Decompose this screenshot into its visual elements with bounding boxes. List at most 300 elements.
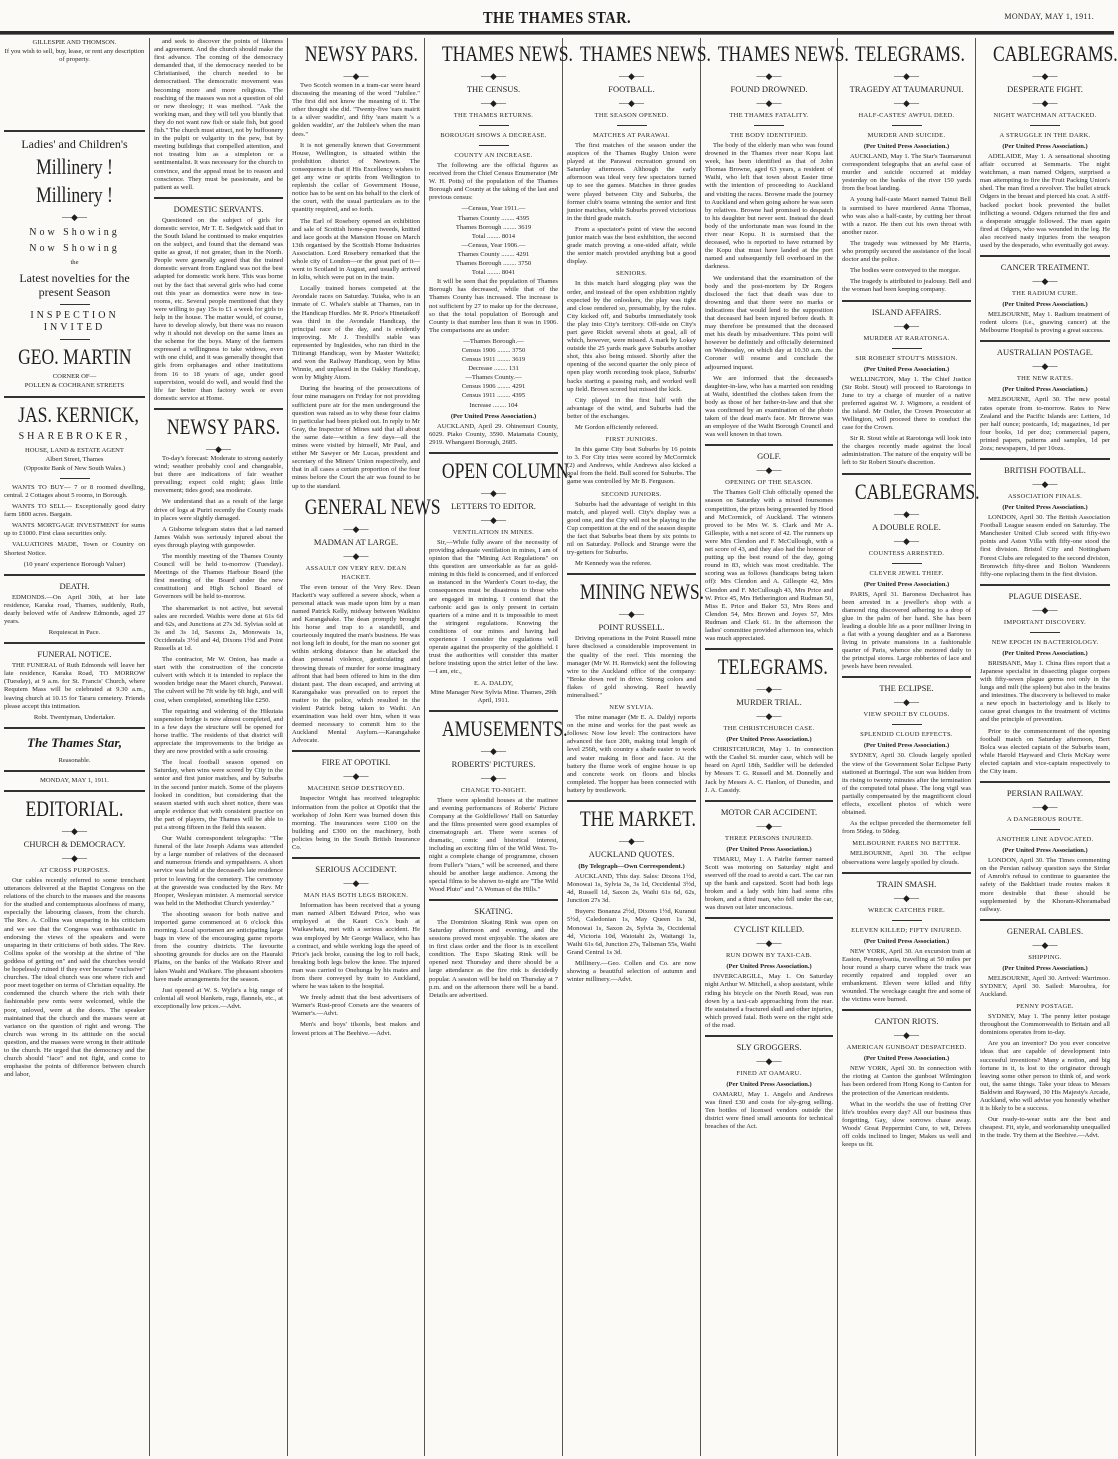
subheadline: THE BODY IDENTIFIED. xyxy=(730,132,808,139)
ornament-divider: —◆— xyxy=(619,71,644,81)
subheadline: OPENING OF THE SEASON. xyxy=(725,479,813,487)
paragraph: WANTS TO BUY— 7 or 8 roomed dwelling, central. 2 Cottages about 5 rooms, in Borough. xyxy=(4,483,145,499)
paragraph: Mr Gordon efficiently refereed. xyxy=(575,424,659,431)
paragraph: We freely admit that the best advertisers of Warner's Rust-proof Corsets are the wearers of Warner's.—Advt. xyxy=(292,994,420,1018)
centered-line: Census 1911 ........ 3619 xyxy=(461,356,526,364)
headline: TRAGEDY AT TAUMARUNUI. xyxy=(849,84,964,94)
subheadline: NIGHT WATCHMAN ATTACKED. xyxy=(993,112,1097,119)
ornament-divider: —◆— xyxy=(756,98,782,108)
subheadline: VIEW SPOILT BY CLOUDS. xyxy=(863,711,950,719)
divider-rule xyxy=(60,478,90,479)
centered-line: Thames County ........ 4291 xyxy=(457,250,530,258)
subheadline: MATCHES AT PARAWAI. xyxy=(593,132,670,139)
centered-line: Decrease ........ 131 xyxy=(468,365,519,373)
subheadline: A STRUGGLE IN THE DARK. xyxy=(999,132,1091,139)
centered-line: Total ........ 8041 xyxy=(471,269,516,277)
divider-rule xyxy=(705,648,833,650)
column-2 xyxy=(150,38,288,1456)
divider-rule xyxy=(754,125,784,126)
divider-rule xyxy=(980,255,1110,257)
paragraph: The sharemarket is not active, but several sales are recorded. Waihis were done at 61s 6d and 62s, and Junctions at 27s 3d. Sylvias sold at 3s and 3s 1d, Saxons 2s, Monowais 1s, Occidentals 3½d and 4d, Dixons 1½d and Point Russells at 1d. xyxy=(154,604,283,652)
press-source: (Per United Press Association.) xyxy=(1002,964,1088,972)
masthead xyxy=(0,0,1114,36)
subheadline: NEW SYLVIA. xyxy=(609,704,654,712)
masthead-rule xyxy=(0,31,1114,35)
section-heading: Millinery ! xyxy=(36,154,113,180)
section-heading: GENERAL NEWS xyxy=(304,493,441,519)
divider-rule xyxy=(980,919,1110,921)
subheadline: MAN HAS BOTH LEGS BROKEN. xyxy=(303,892,409,900)
column-8 xyxy=(976,38,1118,1456)
paragraph: The repairing and widening of the Hikutaia suspension bridge is now almost completed, and in a few days the structure will be opened for horse traffic. The residents of that district will appreciate the improvements to the bridge as they are now provided with a safe crossing. xyxy=(154,707,283,756)
ornament-divider: —◆— xyxy=(619,98,644,108)
divider-rule xyxy=(842,473,971,475)
centered-line: —Thames Borough.— xyxy=(463,337,524,345)
headline: DESPERATE FIGHT. xyxy=(1007,84,1083,94)
divider-rule xyxy=(1030,125,1060,126)
centered-line: —Census, Year 1911.— xyxy=(461,205,526,213)
ornament-divider: —◆— xyxy=(481,487,506,498)
headline: AUSTRALIAN POSTAGE. xyxy=(996,347,1094,358)
ornament-divider: —◆— xyxy=(894,1030,919,1041)
subheadline: CHANGE TO-NIGHT. xyxy=(460,786,527,794)
headline: LETTERS TO EDITOR. xyxy=(451,500,536,511)
ornament-divider: —◆— xyxy=(756,71,782,81)
paragraph: Prior to the commencement of the opening football match on Saturday afternoon, Bert Bolca was elected captain of the Suburbs team, while Harold Hayward and Chris McKay were elected captain and vice-captain respectively to the City team. xyxy=(980,727,1110,776)
paragraph: Our cables recently referred to some trenchant utterances delivered at the Baptist Congress on the relations of the church to the masses and the reasons for the studied and contemptuous aloofness of many, especially the labouring classes, from the church. The Rev. A. Collins was unsparing in his criticism and we see that the Congress was enthusiastic in endorsing the views of the speakers and were unsparing in their criticisms of both sides. The Rev. Collins spoke of the worship at the shrine of "the goddess of getting on" and said the churches would be hopelessly ruined if they ever became "exclusive" churches. The ideal church was one where rich and poor meet together on terms of Christian equality. He condemned the church where the rich with their fashionable pew rents were welcomed, while the poor, unloved, were at the doors. The speaker maintained that the church and the masses were at variance on the question of right and wrong. The church was wrong in its attitude on the social question, and the masses were wrong in their attitude to the church. He urged that the democracy and the church should "face" and not fight, and come to emphasise the points of difference between church and labor, xyxy=(4,877,145,1079)
paragraph: The shooting season for both native and imported game commenced at 6 o'clock this morning. Local sportsmen are anticipating large bags in view of the encouraging game reports from the country districts. The favourite shooting grounds for ducks are on the Hauraki Plains, on the banks of the Waikato River and lakes Waahi and Waikare. The pheasant shooters have made arrangements for the season. xyxy=(154,910,283,983)
divider-rule xyxy=(705,1035,833,1037)
press-source: (Per United Press Association.) xyxy=(863,742,950,750)
subheadline: SPLENDID CLOUD EFFECTS. xyxy=(860,731,953,739)
divider-rule xyxy=(567,800,696,802)
subheadline: SIR ROBERT STOUT'S MISSION. xyxy=(855,354,958,362)
ornament-divider: —◆— xyxy=(894,535,919,546)
divider-rule xyxy=(705,800,833,802)
headline: ISLAND AFFAIRS. xyxy=(871,306,942,317)
paragraph: MELBOURNE, April 30. The new postal rates operate from to-morrow. Rates to New Zealand and the Pacific Islands are: Letters, 1d per half ounce; postcards, 1d; magazines, 1d per four books, 1d per doz; commercial papers, printed papers, patterns and samples, 1d per 2ozs; newspapers, 1d per 10ozs. xyxy=(980,396,1110,452)
divider-rule xyxy=(842,1009,971,1011)
section-heading: THAMES NEWS. xyxy=(441,41,573,66)
headline: THE ECLIPSE. xyxy=(879,683,934,694)
paragraph: The local football season opened on Saturday, when wins were scored by City in the senior and first junior matches, and by Suburbs in the second junior match. Some of the players looked in condition, but considering that the season started with such short notice, there was ample evidence that with consistent practice on the part of players, the Thames will be able to put a strong fifteen in the field this season. xyxy=(154,759,283,831)
paragraph: and seek to discover the points of likeness and agreement. And the church should make the first advance. The coming of the democracy demanded that, if the democracy needed to be Christianised, the church needed to be democratised. The democratic movement was becoming more and more religious. The reaching of the masses was not a question of old or new theology; it was method. "Ask the working man, and they will tell you bluntly that they do not want raw fish or stale fish, but good fish." The church must attract, not by buffoonery in the pulpit or vulgarity in the pew, but by meeting buildings that compelled attention, and not treating him as a simpleton or a sentimentalist. It was necessary for the church to convince, and the appeal must be to reason and conscience. They must be passionate, and be patient as well. xyxy=(154,38,283,191)
divider-rule xyxy=(479,145,509,146)
subheadline: WRECK CATCHES FIRE. xyxy=(867,906,946,914)
press-source: (Per United Press Association.) xyxy=(863,143,950,150)
press-source: (Per United Press Association.) xyxy=(1002,504,1088,512)
centered-line: Albert Street, Thames xyxy=(45,455,104,463)
paragraph: The tragedy was witnessed by Mr Harris, who promptly secured the assistance of the local doctor and the police. xyxy=(842,239,971,264)
divider-rule xyxy=(4,790,145,792)
paragraph: THE FUNERAL of Ruth Edmonds will leave her late residence, Karaka Road, TO MORROW (Tuesday), at 9 a.m. for St. Francis' Church, where Requiem Mass will be celebrated at 9.30 a.m., leaving church at 10.15 for Tararu cemetery. Friends please accept this intimation. xyxy=(4,662,145,710)
subheadline: THE CHRISTCHURCH CASE. xyxy=(723,725,815,733)
masthead-nameplate: The Thames Star, xyxy=(27,734,122,750)
subheadline: CLEVER JEWEL THIEF. xyxy=(869,569,944,577)
subheadline: COUNTESS ARRESTED. xyxy=(868,549,945,557)
paragraph: In this match hard slogging play was the order, and instead of the open exhibition rightly expected by the onlookers, the play was tight and close rendered so, presumably, by the rules. City kicked off, and Suburbs immediately took the play into City's territory. Off-side on City's part gave Rickit several shots at goal, all of which, however, were missed. A mark by Lokey outside the 25 yards mark gave Suburbs another shot, this also being missed. Shortly after the opening of the second quarter the only piece of open play worth recording took place, Suburbs' backs starting a passing rush, and worked well up field. Brown scored but missed the kick. xyxy=(567,280,696,393)
advert-spaced-line: Now Showing xyxy=(29,227,120,239)
paragraph: WELLINGTON, May 1. The Chief Justice (Sir Robt. Stout) will proceed to Rarotonga in June to try a charge of murder of a native preferred against W. J. Wigmore, a resident of the island. Mr Ostler, the Crown Prosecutor at Wellington, will proceed there to conduct the case for the Crown. xyxy=(842,375,971,432)
ornament-divider: —◆— xyxy=(756,938,782,949)
section-heading: THAMES NEWS. xyxy=(579,41,711,66)
divider-rule xyxy=(292,857,420,859)
centered-line: Thames County ........ 4395 xyxy=(457,214,530,222)
subheadline: COUNTY AN INCREASE. xyxy=(454,152,533,159)
subheadline: MACHINE SHOP DESTROYED. xyxy=(307,785,405,793)
advert-spaced-line: SHAREBROKER, xyxy=(18,430,131,442)
paragraph: Sir R. Stout while at Rarotonga will look into the charges recently made against the local administration. The nature of the enquiry will be left to Sir Robert Stout's discretion. xyxy=(842,435,971,467)
ornament-divider: —◆— xyxy=(481,772,506,783)
ornament-divider: —◆— xyxy=(894,71,919,81)
paragraph: WANTS MORTGAGE INVESTMENT for sums up to £1000. First class securities only. xyxy=(4,522,145,538)
centered-line: Thames Borough ........ 3619 xyxy=(455,223,532,231)
paragraph: AUCKLAND, This day. Sales: Dixons 1½d, Monowai 1s, Sylvia 3s, 3s 1d, Occidental 3½d, 4d, Russell 1d, Saxon 2s, Waihi 61s 6d, 62s, Junction 27s 3d. xyxy=(567,873,696,905)
subheadline: SECOND JUNIORS. xyxy=(601,490,662,498)
divider-rule xyxy=(154,408,283,410)
paragraph: Driving operations in the Point Russell mine have disclosed a considerable improvement in the quality of the reef. This morning the manager (Mr W. H. Renwick) sent the following wire to the Auckland office of the company: "Broke down reef in drive. Strong colors and flakes of gold showing. Reef heavily mineralised." xyxy=(567,635,696,699)
section-heading: NEWSY PARS. xyxy=(166,413,281,439)
headline: CYCLIST KILLED. xyxy=(733,924,805,935)
subheadline: IMPORTANT DISCOVERY. xyxy=(1003,618,1087,626)
section-heading: EDITORIAL. xyxy=(25,796,124,821)
ornament-divider: —◆— xyxy=(894,508,919,519)
centered-line: Increase ........ 104 xyxy=(469,401,518,409)
ornament-divider: —◆— xyxy=(756,711,782,722)
paragraph: The following are the official figures as received from the Chief Census Enumerator (Mr W. H. Potts) of the population of the Thames Borough and County at the taking of the last and previous census: xyxy=(429,162,558,202)
subheadline: RUN DOWN BY TAXI-CAB. xyxy=(726,952,812,960)
subheadline: MURDER AT RARATONGA. xyxy=(863,334,950,342)
subheadline: THE THAMES RETURNS. xyxy=(453,112,534,119)
paragraph: LONDON, April 30. The Times commenting on the Persian railway question says the Sirdar of Amroh's refusal to continue to guarantee the safety of the Bakhtiari trade routes makes it more desirable that these should be supplemented by the Khoram-Khoramabad railway. xyxy=(980,857,1110,913)
divider-rule xyxy=(429,710,558,712)
paragraph: The Earl of Rosebery opened an exhibition and sale of Scottish home-spun tweeds, knitted and lace goods at the Mansion House on March 13th organised by the Scottish Home Industries Association. Lord Rosebery remarked that the whole city of London—or the great part of it—went to Scotland in August, and usually arrived in kilts, which were put on in the train. xyxy=(292,217,420,282)
centered-line: (10 years' experience Borough Valuer) xyxy=(23,560,126,568)
advert-spaced-line: INSPECTION INVITED xyxy=(30,310,119,334)
headline: MOTOR CAR ACCIDENT. xyxy=(720,806,818,817)
divider-rule xyxy=(842,872,971,874)
section-heading: THAMES NEWS. xyxy=(717,41,849,66)
subheadline: PENNY POSTAGE. xyxy=(1016,1003,1074,1011)
press-source: (Per United Press Association.) xyxy=(863,580,950,588)
column-4 xyxy=(425,38,573,1456)
headline: CANTON RIOTS. xyxy=(874,1016,939,1027)
headline: GENERAL CABLES. xyxy=(1006,925,1084,936)
subheadline: THE NEW RATES. xyxy=(1016,375,1074,383)
ornament-divider: —◆— xyxy=(894,320,919,331)
press-source: (Per United Press Association.) xyxy=(1002,386,1088,394)
paragraph: BRISBANE, May 1. China flies report that a Japanese specialist in dissecting plague corpses with fifty-seven plague germs not only in the lungs and milt (the spleen) but also in the brains and intestines. The discovery is believed to make a new epoch in bacteriology and is likely to cause great changes in the treatment of victims and the principle of prevention. xyxy=(980,659,1110,724)
divider-rule xyxy=(429,452,558,454)
press-source: (Per United Press Association.) xyxy=(726,963,812,971)
column-5 xyxy=(563,38,711,1456)
headline: POINT RUSSELL. xyxy=(598,622,665,633)
paragraph: MELBOURNE, April 30. The eclipse observations were largely spoiled by clouds. xyxy=(842,850,971,866)
subheadline: SHIPPING. xyxy=(1028,953,1062,961)
centered-line: —Census, Year 1906.— xyxy=(461,241,526,249)
headline: FIRE AT OPOTIKI. xyxy=(321,757,391,768)
headline: TRAIN SMASH. xyxy=(876,878,937,889)
section-heading: JAS. KERNICK, xyxy=(18,401,139,427)
ornament-divider: —◆— xyxy=(1032,361,1058,372)
paragraph: Information has been received that a young man named Albert Edward Price, who was employed at the Kauri Co.'s bush at Waikawhata, met with a serious accident. He was employed by Mr George Wallace, who has a contract, and while working logs the speed of Price's jack broke, causing the log to roll back, breaking both legs below the knee. The injured man was carried to Onehunga by his mates and from there conveyed by train to Auckland, where he was taken to the hospital. xyxy=(292,902,420,991)
ornament-divider: —◆— xyxy=(206,443,231,454)
headline: ROBERTS' PICTURES. xyxy=(451,758,536,769)
ornament-divider: —◆— xyxy=(481,745,506,756)
paragraph: Millinery.—Geo. Collen and Co. are now showing a beautiful selection of autumn and winter millinery.—Advt. xyxy=(567,959,696,984)
ornament-divider: —◆— xyxy=(343,550,369,561)
subheadline: FIRST JUNIORS. xyxy=(605,436,658,444)
paragraph: To-day's forecast: Moderate to strong easterly wind; weather probably cool and changeable, but there are indications of fair weather prevailing; expect cold night; glass little movement; tides good; sea moderate. xyxy=(154,454,283,495)
divider-rule xyxy=(842,676,971,678)
press-source: (By Telegraph—Own Correspondent.) xyxy=(578,863,685,870)
centered-line: E. A. DALDY, xyxy=(474,679,513,687)
spacer xyxy=(4,65,145,125)
column-1 xyxy=(0,38,150,1456)
subheadline: ASSAULT ON VERY REV. DEAN HACKET. xyxy=(305,564,407,581)
divider-rule xyxy=(892,724,922,725)
subheadline: BOROUGH SHOWS A DECREASE. xyxy=(440,132,547,139)
ornament-divider: —◆— xyxy=(62,826,87,836)
paragraph: The bodies were conveyed to the morgue. xyxy=(850,267,961,275)
paragraph: Questioned on the subject of girls for domestic service, Mr T. E. Sedgwick said that in the South Island he continued to make enquiries on the subject, and found that the demand was quite as great, if not greater, than in the North. People were generally agreed that the trained domestic servant from England was not the best adapted for domestic work here. This was borne out by the fact that several girls who had come out this year as domestics were now in tea-rooms, etc. Several people mentioned that they were willing to pay 15s to £1 a week for girls to help in the house. The matter would, of course, have to develop slowly, but there was no reason why it should not develop on the same lines as the scheme for the boys. Many of the farmers expressed a willingness to take widows, even with one child, and it was generally thought that girls from orphanages and other institutions from 16 to 18 years of age, under good supervision, would do well, and would find the life far better than factory work or even domestic service at Home. xyxy=(154,216,283,402)
press-source: (Per United Press Association.) xyxy=(726,1081,812,1089)
subheadline: SENIORS. xyxy=(615,270,648,278)
paragraph: Sir,—While fully aware of the necessity of providing adequate ventilation in mines, I am of opinion that the "Mining Act Regulations" on this question are unworkable as far as gold-mining in this field is concerned, and if enforced as instanced in the Warden's Court to-day, the consequences must be disastrous to those who are engaged in mining. I contend that the carbonic acid gas is only present in certain quarters of a mine and it is impossible to meet the stringent regulations. Knowing the conditions of our mines and having had experience I consider the regulations will operate against the prosperity of the goldfield. I trust the authorities will consider this matter before insisting upon the strict letter of the law.—I am, etc., xyxy=(429,538,558,676)
headline: A DOUBLE ROLE. xyxy=(872,521,941,532)
centered-line: MONDAY, MAY 1, 1911. xyxy=(40,776,109,784)
paragraph: INVERCARGILL, May 1. On Saturday night Arthur W. Mitchell, a shop assistant, while riding his bicycle on the North Road, was run down by a taxi-cab approaching from the rear. He sustained a fractured skull and other injuries, which proved fatal. Both were on the right side of the road. xyxy=(705,973,833,1029)
subheadline: MURDER AND SUICIDE. xyxy=(867,132,946,139)
paragraph: Our Waihi correspondent telegraphs: "The funeral of the late Joseph Adams was attended by a large number of relatives of the deceased and numerous friends and sympathisers. A short service was held at the deceased's late residence prior to leaving for the cemetery. The ceremony at the graveside was conducted by the Rev. Mr Hooper, Wesleyan minister. A memorial service was held in the Methodist Church yesterday." xyxy=(154,835,283,907)
ornament-divider: —◆— xyxy=(481,98,506,108)
advert-spaced-line: Now Showing xyxy=(29,243,120,255)
paragraph: Just opened at W. S. Wylie's a big range of colonial all wool blankets, rugs, flannels, etc., at exceptionally low prices.—Advt. xyxy=(154,986,283,1010)
subheadline: VENTILATION IN MINES. xyxy=(452,528,535,536)
paragraph: The first matches of the season under the auspices of the Thames Rugby Union were played at the Parawai recreation ground on Saturday afternoon. Although the early afternoon was ideal very few spectators turned up to see the games. Matches in three grades were played between City and Suburbs, the former club's teams winning the senior and first junior matches, while Suburbs proved victorious in the third grade match. xyxy=(567,142,696,222)
ornament-divider: —◆— xyxy=(1032,939,1058,950)
newspaper-title: THE THAMES STAR. xyxy=(482,8,631,27)
divider-rule xyxy=(60,304,90,305)
ornament-divider: —◆— xyxy=(1032,71,1058,81)
ornament-divider: —◆— xyxy=(481,514,506,525)
subheadline: THREE PERSONS INJURED. xyxy=(724,834,814,842)
centered-line: POLLEN & COCHRANE STREETS xyxy=(24,382,125,390)
paragraph: Buyers: Bonanza 2½d, Dixons 1½d, Kuranui 5½d, Caledonian 1s, May Queen 1s 3d, Monowai 1s, Saxon 2s, Sylvia 3s, Occidental 4d, Victoria 10d, Waiotahi 2s, Waitangi 1s, Waihi 61s 6d, Junction 27s, Talisman 55s, Waihi Grand Central 1s 3d. xyxy=(567,908,696,956)
paragraph: NEW YORK, April 30. An excursion train at Easton, Pennsylvania, travelling at 50 miles per hour round a sharp curve where the track was recently repaired and toppled over an embankment. Eleven were killed and fifty wounded. The wreckage caught fire and some of the victims were burned. xyxy=(842,947,971,1004)
centered-line: Requiescat in Pace. xyxy=(48,629,101,637)
press-source: (Per United Press Association.) xyxy=(450,412,537,420)
headline: GOLF. xyxy=(757,451,781,462)
paragraph: TIMARU, May 1. A Fairlie farmer named Scott was motoring on Saturday night and swerved off the road to avoid a cart. The car ran up the bank and capsized. Scott had both legs broken and a lady with him had some ribs broken, and a third man, who fell under the car, was drawn out later unconscious. xyxy=(705,855,833,912)
paragraph: CHRISTCHURCH, May 1. In connection with the Cashel St. murder case, which will be heard on April 18th, Saddler will be defended by Messrs T. G. Russell and M. Donnelly and Jack by Messrs A. C. Hanlon, of Dunedin, and J. A. Cassidy. xyxy=(705,746,833,794)
centered-line: Census 1906 ........ 4291 xyxy=(461,383,526,391)
ornament-divider: —◆— xyxy=(1032,276,1058,287)
section-heading: NEWSY PARS. xyxy=(304,41,418,66)
section-heading: Millinery ! xyxy=(36,182,113,208)
column-6 xyxy=(701,38,849,1456)
section-heading: OPEN COLUMN. xyxy=(441,457,573,483)
headline: DEATH. xyxy=(59,580,90,591)
subheadline: AT CROSS PURPOSES. xyxy=(39,867,110,874)
centered-line: Reasonable. xyxy=(58,756,91,764)
ornament-divider: —◆— xyxy=(1032,604,1058,615)
subheadline: AMERICAN GUNBOAT DESPATCHED. xyxy=(846,1044,967,1052)
subheadline: HALF-CASTES' AWFUL DEED. xyxy=(858,112,955,119)
headline: THE CENSUS. xyxy=(466,84,521,94)
subheadline: ASSOCIATION FINALS. xyxy=(1007,493,1083,501)
column-3 xyxy=(288,38,441,1456)
section-heading: THE MARKET. xyxy=(579,806,696,831)
paragraph: LONDON, April 30. The British Association Football League season ended on Saturday. The Manchester United Club scored with fifty-two points and Aston Villa with fifty-one stood the first division. Bristol City and Nottingham Forest Clubs are relegated to the second division, Bromwich fifty-three and Bolton Wanderers fifty-one replacing them in the first division. xyxy=(980,514,1111,578)
headline: PERSIAN RAILWAY. xyxy=(1006,788,1084,799)
paragraph: Are you an inventor? Do you ever conceive ideas that are capable of development into successful inventions? Many a notion, and big fortune in it, is lost to the originator through leaving some other person to think of, and work out, the same things. Take your ideas to Messrs Baldwin and Rayward, 30 His Majesty's Arcade, Auckland, who will advise you honestly whether it is likely to be a success. xyxy=(980,1040,1110,1113)
ornament-divider: —◆— xyxy=(481,71,506,81)
paragraph: SYDNEY, April 30. Clouds largely spoiled the view of the Government Solar Eclipse Party stationed at Burringal. The sun was hidden from its rising to twenty minutes after the termination of the computed total phase. The long vigil was partially compensated by the magnificent cloud effects, excellent photos of which were obtained. xyxy=(842,752,971,817)
press-source: (Per United Press Association.) xyxy=(1002,649,1088,657)
subheadline: A DANGEROUS ROUTE. xyxy=(1006,816,1084,824)
section-heading: TELEGRAMS. xyxy=(717,654,828,680)
headline: FOUND DROWNED. xyxy=(730,84,808,94)
divider-rule xyxy=(4,574,145,576)
ornament-divider: —◆— xyxy=(894,892,919,903)
divider-rule xyxy=(892,563,922,564)
ornament-divider: —◆— xyxy=(343,771,369,782)
paragraph: EDMONDS.—On April 30th, at her late residence, Karaka road, Thames, suddenly, Ruth, dearly beloved wife of Andrew Edmonds, aged 27 years. xyxy=(4,593,145,625)
paragraph: It is not generally known that Government House, Wellington, is situated within the prohibition district of Newtown. The consequence is that if His Excellency wishes to get any wine or spirits from Wellington to replenish the cellar of Government House, notice has to be sent on his behalf to the clerk of the court, with the usual particulars as to the quantity required, and so forth. xyxy=(292,141,420,214)
paragraph: MELBOURNE, April 30. Arrived: Warrimoo. SYDNEY, April 30. Sailed: Maroubra, for Auckland. xyxy=(980,974,1110,998)
headline: DOMESTIC SERVANTS. xyxy=(173,203,264,214)
headline: MURDER TRIAL. xyxy=(736,697,802,708)
divider-rule xyxy=(617,125,647,126)
paragraph: As the eclipse preceded the thermometer fell from 56deg. to 50deg. xyxy=(842,820,971,836)
ornament-divider: —◆— xyxy=(1032,479,1058,490)
paragraph: SYDNEY, May 1. The penny letter postage throughout the Commonwealth to Britain and all dominions operates from to-day. xyxy=(980,1013,1110,1037)
issue-date: MONDAY, MAY 1, 1911. xyxy=(1004,12,1094,21)
subheadline: THE RADIUM CURE. xyxy=(1011,290,1078,298)
paragraph: The contractor, Mr W. Onion, has made a start with the construction of the concrete culvert with which it is intended to replace the wooden bridge near the Maori church, Parawai. The culvert will be 7ft wide by 6ft high, and will cost, when completed, something like £250. xyxy=(154,656,283,704)
paragraph: AUCKLAND, May 1. The Star's Taumarunui correspondent telegraphs that an awful case of murder and suicide occurred at midday yesterday on the banks of the river 150 yards from the boat landing. xyxy=(842,153,971,193)
centered-line: CORNER OF— xyxy=(52,373,97,381)
headline: CANCER TREATMENT. xyxy=(1000,262,1090,273)
headline: AUCKLAND QUOTES. xyxy=(588,849,675,859)
subheadline: ANOTHER LINE ADVOCATED. xyxy=(996,836,1094,844)
section-heading: GEO. MARTIN xyxy=(18,344,132,370)
paragraph: PARIS, April 31. Baroness Dechastrot has been arrested in a jeweller's shop with a diamond ring discovered adhering to a drop of glue in the palm of her hand. She has been leading a double life as a poor milliner living in a flat with a young daughter and as a Baroness living in private mansions in a fashionable quarter of Paris, whence she motored daily to the principal stores. Large robberies of lace and jewels have been revealed. xyxy=(842,590,971,671)
paragraph: The Dominion Skating Rink was open on Saturday afternoon and evening, and the sessions proved most enjoyable. The skates are in first class order and the floor is in excellent condition. The Expo Skating Rink will be opened next Thursday and there should be a large attendance as the fire rink is decidedly popular. A session will be held on Thursday at 7 p.m. and on the afternoon there will be a band. Details are advertised. xyxy=(429,918,558,999)
paragraph: In this game City beat Suburbs by 16 points to 3. For City tries were scored by McCormick (2) and Andrews, while Andrews also kicked a goal from the field. Bull scored for Suburbs. The game was controlled by Mr B. Ferguson. xyxy=(567,446,696,486)
centered-line: Census 1906 ........ 3750 xyxy=(461,346,526,354)
ornament-divider: —◆— xyxy=(62,853,87,863)
ornament-divider: —◆— xyxy=(619,836,644,846)
paragraph: During the hearing of the prosecutions of four mine managers on Friday for not providing sufficient pure air for the men underground the question was raised as to why these four claims in particular had been picked out. In reply to Mr Gray, the Inspector of Mines said that all about the same date—within a few days—all the mines were visited by himself, Mr Paul, and either Mr Sawyer or Mr Lucas, president and secretary of the Miners' Union respectively, and that in all cases a certain proportion of the four mines before the Court the air was found to be up to the standard. xyxy=(292,385,420,490)
section-heading: CABLEGRAMS. xyxy=(854,478,980,504)
paragraph: A Gisborne telegram states that a lad named James Walsh was seriously injured about the eyes through playing with gunpowder. xyxy=(154,525,283,549)
headline: SKATING. xyxy=(474,905,513,916)
press-source: (Per United Press Association.) xyxy=(1002,143,1088,150)
press-source: (Per United Press Association.) xyxy=(863,1055,950,1063)
divider-rule xyxy=(892,920,922,921)
paragraph: Suburbs had the advantage of weight in this match, and played well. City's display was a good one, and the City will not be playing in the Cup competition at the end of the season despite the fact that Suburbs beat them by six points to nil on Saturday. Pollock and Strange were the try-getters for Suburbs. xyxy=(567,500,696,557)
centered-line: Total ........ 8014 xyxy=(471,232,516,240)
divider-rule xyxy=(567,573,696,575)
ornament-divider: —◆— xyxy=(756,820,782,831)
divider-rule xyxy=(980,781,1110,783)
centered-line: GILLESPIE AND THOMSON. xyxy=(32,39,117,46)
divider-rule xyxy=(429,899,558,901)
paragraph: From a spectator's point of view the second junior match was the best exhibition, the second grade match proving a one-sided affair, while the senior match provided anything but a good display. xyxy=(567,225,696,266)
divider-rule xyxy=(980,340,1110,342)
paragraph: ADELAIDE, May 1. A sensational shooting affair occurred at Semmaris. The night watchman, a man named Odgers, surprised a man attempting to fire the Fruit Packing Union's shed. The man fired a revolver. The bullet struck Odgers in the breast and pierced his coat. A stiff-backed pocket book prevented the bullet inflicting a wound. Odgers returned the fire and a desperate struggle followed. The man again fired at Odgers, who was wounded in the leg. He also received nasty injuries from the weapon used by the desperado, who eventually got away. xyxy=(980,153,1110,250)
headline: SLY GROGGERS. xyxy=(736,1042,802,1053)
centered-line: Mine Manager New Sylvia Mine. Thames, 29th April, 1911. xyxy=(430,688,557,704)
divider-rule xyxy=(4,770,145,772)
paragraph: NEW YORK, April 30. In connection with the rioting at Canton the gunboat Wilmington has been ordered from Hong Kong to Canton for the protection of the American residents. xyxy=(842,1065,971,1097)
ornament-divider: —◆— xyxy=(343,878,369,889)
ornament-divider: —◆— xyxy=(756,465,782,476)
headline: PLAGUE DISEASE. xyxy=(1008,590,1082,601)
centered-line: the xyxy=(70,259,79,267)
centered-line: Robt. Twentyman, Undertaker. xyxy=(33,713,116,721)
paragraph: Two Scotch women in a tram-car were heard discussing the meaning of the word "Jubilee." The first did not know the meaning of it. The other thought she did. "Twenty-five 'ears mairit is a silver waddin', and fifty 'ears mairit 's a golden waddin', an' the Jubilee's when the man dees." xyxy=(292,82,420,138)
paragraph: Inspector Wright has received telegraphic information from the police at Opotiki that the workshop of John Kerr was burned down this morning. The insurances were £100 on the building and £300 on the machinery, both policies being in the South British Insurance Co. xyxy=(292,795,420,852)
paragraph: The body of the elderly man who was found drowned in the Thames river near Kopu last week, has been identified as that of John Thomas Browne, aged 63 years, a resident of Waihi, who left that town about Easter time with the intention of proceeding to Auckland and visiting the races. Browne made the journey to Auckland and when going ashore he was seen by relatives. Browne had promised to despatch to his daughter but never sent. Instead the dead body of the unfortunate man was found in the river near Kopu. It is surmised that the deceased, who is reported to have returned by the Kopu that must have landed at the port named and subsequently fell overboard in the darkness. xyxy=(705,142,833,271)
ornament-divider: —◆— xyxy=(1032,802,1058,813)
paragraph: We understand that the examination of the body and the post-mortem by Dr Rogers disclosed the fact that death was due to drowning and that there were no marks or indications that would lend to the supposition that deceased had been injured before death. It may therefore be presumed that the deceased met his death by misadventure. This point will however be definitely and officially determined on Wednesday, on which day at 10.30 a.m. the Coroner will resume and conclude the adjourned inquest. xyxy=(705,274,833,371)
subheadline: ELEVEN KILLED; FIFTY INJURED. xyxy=(851,926,962,934)
headline: CHURCH & DEMOCRACY. xyxy=(23,839,126,849)
headline: FOOTBALL. xyxy=(608,84,655,94)
headline: MADMAN AT LARGE. xyxy=(313,536,399,547)
paragraph: We understand that as a result of the large drive of logs at Puriri recently the County roads in places were slightly damaged. xyxy=(154,498,283,522)
divider-rule xyxy=(1030,829,1060,830)
page-columns xyxy=(0,38,1118,1456)
divider-rule xyxy=(1030,632,1060,633)
ornament-divider: —◆— xyxy=(62,212,87,223)
divider-rule xyxy=(4,642,145,644)
paragraph: AUCKLAND, April 29. Ohinemuri County, 6029. Piako County, 3590. Matamata County, 2919. Whangarei Borough, 2685. xyxy=(429,422,558,446)
divider-rule xyxy=(705,444,833,446)
headline: SERIOUS ACCIDENT. xyxy=(315,864,397,875)
divider-rule xyxy=(4,130,145,132)
subheadline: NEW EPOCH IN BACTERIOLOGY. xyxy=(991,638,1099,646)
paragraph: The tragedy is attributed to jealousy. Bell and the woman had been keeping company. xyxy=(842,278,971,294)
paragraph: The monthly meeting of the Thames County Council will be held to-morrow (Tuesday). Meetings of the Thames Harbour Board (the first meeting of the Board under the new constitution) and High School Board of Governors will be held to-morrow. xyxy=(154,552,283,601)
ornament-divider: —◆— xyxy=(619,609,644,620)
subheadline: THE THAMES FATALITY. xyxy=(729,112,809,119)
paragraph: Men's and boys' tilsonls, best makes and lowest prices at The Beehive.—Advt. xyxy=(292,1021,420,1037)
centered-line: HOUSE, LAND & ESTATE AGENT xyxy=(25,446,124,454)
paragraph: Locally trained horses competed at the Avondale races on Saturday. Tuiaka, who is an inmate of C. Whale's stable at Thames, ran in the Handicap Hurdles. Mr R. Price's Hinetaikoff was third in the Avondale Handicap, the principal race of the day, and is evidently improving. Mr J. Treshill's stable was represented by Inglesides, who ran third in the Tiitirangi Handicap, won by Master Waitziki; and won the Railway Handicap, won by Miss Winnie, and unplaced in the Oakley Handicap, won by Mighty Atom. xyxy=(292,285,420,382)
press-source: (Per United Press Association.) xyxy=(863,365,950,373)
paragraph: There were splendid houses at the matinee and evening performances of Roberts' Picture Company at the Goldfellows' Hall on Saturday and the films presented were good examples of cinematograph art. There were scenes of dramatic, comic and historical interest, including an exciting film of the Wild West. To-night a complete change of programme, chosen from Fuller's "stars," will be screened, and there should be another large audience. Among the special films to be shown to-night are "The Wild Wood Pluto" and "A Woman of the Hills." xyxy=(429,796,558,893)
headline: FUNERAL NOTICE. xyxy=(37,649,112,660)
divider-rule xyxy=(980,458,1110,460)
divider-rule xyxy=(980,584,1110,586)
centered-line: —Thames County.— xyxy=(465,374,522,382)
ornament-divider: —◆— xyxy=(343,523,369,534)
press-source: (Per United Press Association.) xyxy=(863,937,950,945)
centered-line: Thames Borough ........ 3750 xyxy=(455,260,532,268)
advert-line: Latest novelties for the present Season xyxy=(19,271,130,300)
paragraph: Our ready-to-wear suits are the best and cheapest. Fit, style, and workmanship unequalled in the trade. Try them at the Beehive.—Advt. xyxy=(980,1116,1111,1140)
press-source: (Per United Press Association.) xyxy=(726,845,812,853)
paragraph: The mine manager (Mr E. A. Daldy) reports on the mine and works for the past week as follows: Now low level: The contractors have advanced the face 20ft, making total length of level 256ft, with country a shade easier to work and water making in floor and face. At the battery the flume work of engine house is up and concrete work on floors and blocks completed. The hopper has been connected with battery by trestlework. xyxy=(567,714,696,794)
section-heading: AMUSEMENTS. xyxy=(441,715,568,741)
paragraph: WANTS TO SELL— Exceptionally good dairy farm 1800 acres. Bargain. xyxy=(4,503,145,519)
ornament-divider: —◆— xyxy=(343,71,369,81)
section-heading: CABLEGRAMS. xyxy=(993,41,1118,66)
